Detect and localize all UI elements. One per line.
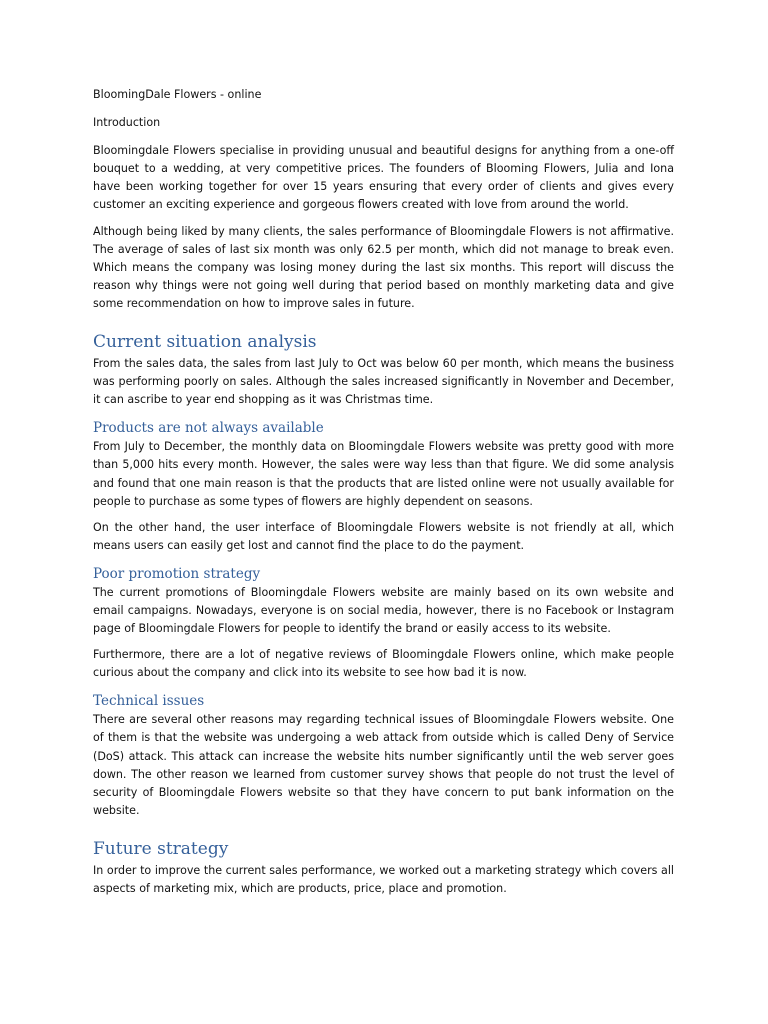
promotion-heading: Poor promotion strategy [93,565,261,582]
document-title: BloomingDale Flowers - online [93,88,262,101]
future-strategy-paragraph: In order to improve the current sales performance, we worked out a marketing strategy which covers all aspects of marketing mix, which are products, price, place and promotion. [93,863,674,895]
current-situation-paragraph: From the sales data, the sales from last July to Oct was below 60 per month, which means the business was performing poorly on sales. Although the sales increased significantly in November and December, it can ascribe to year end shopping as it was Christmas time. [93,357,674,407]
current-situation-heading: Current situation analysis [93,332,317,353]
introduction-heading: Introduction [93,116,161,130]
promotion-paragraph-2: Furthermore, there are a lot of negative reviews of Bloomingdale Flowers online, which make people curious about the company and click into its website to see how bad it is now. [93,648,674,680]
future-strategy-heading: Future strategy [93,838,229,859]
introduction-paragraph-2: Although being liked by many clients, the sales performance of Bloomingdale Flowers is not affirmative. The average of sales of last six month was only 62.5 per month, which did not manage to break even. Which means the company was losing money during the last six months. This report will discuss the reason why things were not going well during that period based on monthly marketing data and give some recommendation on how to improve sales in future. [93,224,674,310]
technical-paragraph: There are several other reasons may regarding technical issues of Bloomingdale Flowers website. One of them is that the website was undergoing a web attack from outside which is called Deny of Service (DoS) attack. This attack can increase the website hits number significantly until the web server goes down. The other reason we learned from customer survey shows that people do not trust the level of security of Bloomingdale Flowers website so that they have concern to put bank information on the website. [93,713,674,817]
products-paragraph-1: From July to December, the monthly data on Bloomingdale Flowers website was pretty good with more than 5,000 hits every month. However, the sales were way less than that figure. We did some analysis and found that one main reason is that the products that are listed online were not usually available for people to purchase as some types of flowers are highly dependent on seasons. [93,440,674,508]
introduction-paragraph-1: Bloomingdale Flowers specialise in providing unusual and beautiful designs for anything from a one-off bouquet to a wedding, at very competitive prices. The founders of Blooming Flowers, Julia and Iona have been working together for over 15 years ensuring that every order of clients and gives every customer an exciting experience and gorgeous flowers created with love from around the world. [93,144,674,212]
products-heading: Products are not always available [93,420,324,437]
products-paragraph-2: On the other hand, the user interface of Bloomingdale Flowers website is not friendly at all, which means users can easily get lost and cannot find the place to do the payment. [93,520,674,552]
technical-heading: Technical issues [93,693,205,710]
promotion-paragraph-1: The current promotions of Bloomingdale Flowers website are mainly based on its own website and email campaigns. Nowadays, everyone is on social media, however, there is no Facebook or Instagram page of Bloomingdale Flowers for people to identify the brand or easily access to its website. [93,585,674,636]
document-page [93,86,674,898]
